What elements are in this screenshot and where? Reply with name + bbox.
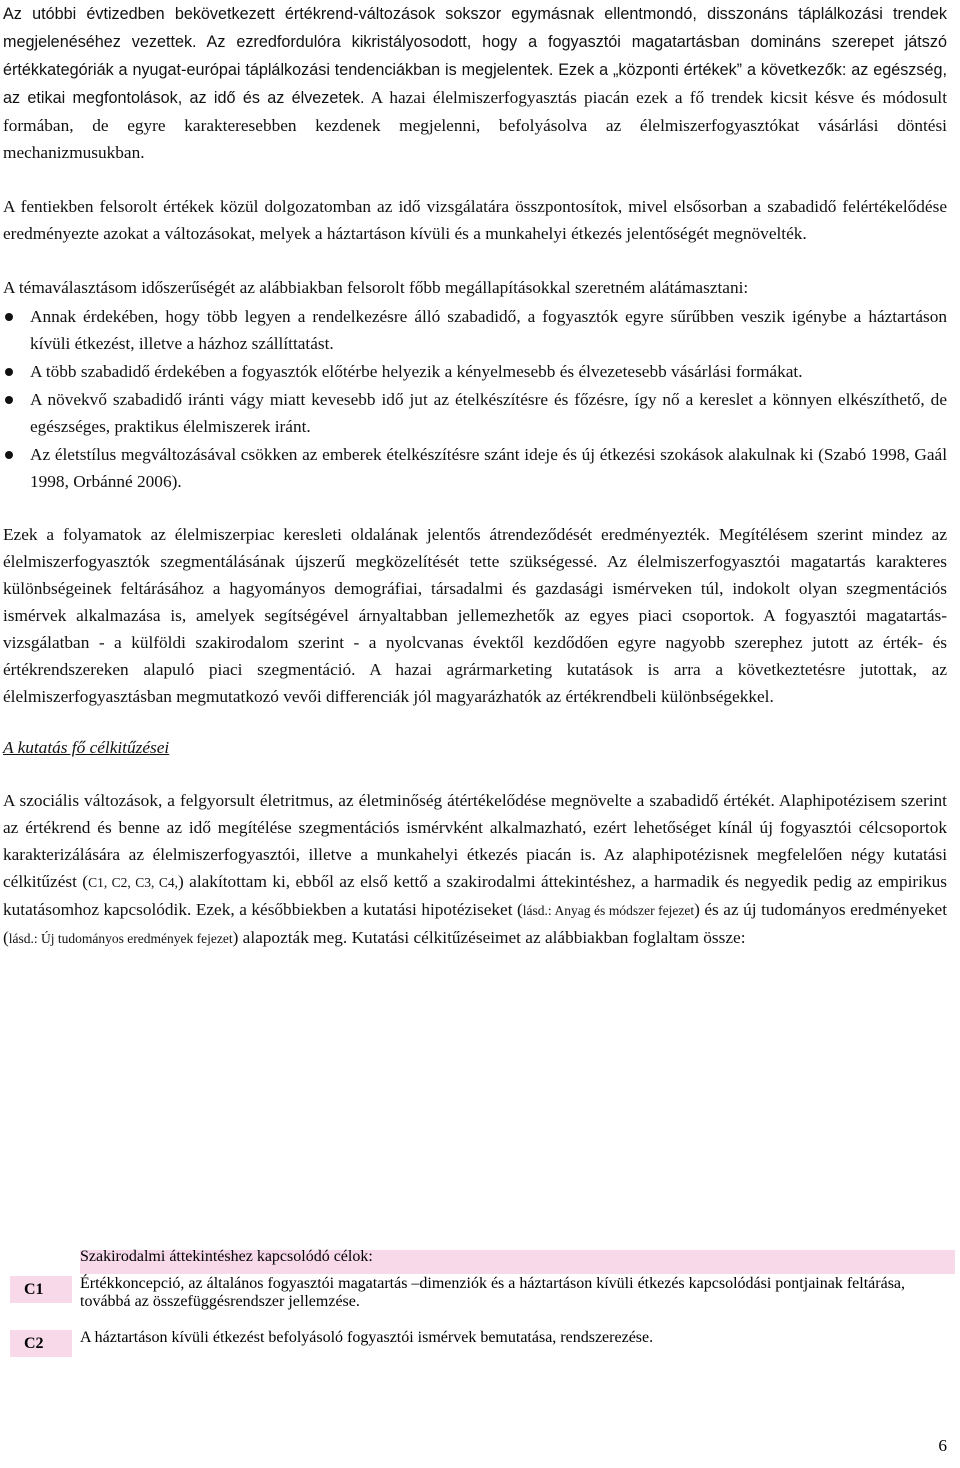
goals-section-title: Szakirodalmi áttekintéshez kapcsolódó célok: <box>80 1248 373 1265</box>
goal-text-c1: Értékkoncepció, az általános fogyasztói magatartás –dimenziók és a háztartáson kívüli étkezés kapcsolódási pontjainak feltárása, továbbá az összefüggésrendszer jellemzése. <box>80 1275 906 1310</box>
list-item-text: Az életstílus megváltozásával csökken az emberek ételkészítésre szánt ideje és új étkezési szokások alakulnak ki (Szabó 1998, Gaál 1998, Orbánné 2006). <box>30 445 947 491</box>
objectives-text-a: A szociális változások, a felgyorsult életritmus, az életminőség átértékelődése megnövelte a szabadidő értékét. Alaphipotézisem szerint az értékrend és benne az idő megítélése szegmentációs ismérvként alkalmazható, ezért lehetőséget kínál új fogyasztói célcsoportok karakterizálására az élelmiszerfogyasztói, illetve a munkahelyi étkezés piacán is. Az alaphipotézisnek megfelelően négy kutatási célkitűzést ( <box>3 791 947 891</box>
list-item <box>3 386 947 440</box>
paragraph-intro <box>3 0 947 166</box>
paragraph-topic: A témaválasztásom időszerűségét az alábbiakban felsorolt főbb megállapításokkal szeretném alátámasztani: <box>3 278 749 297</box>
bullet-icon <box>5 451 13 459</box>
list-item <box>3 441 947 495</box>
bullet-icon <box>5 313 13 321</box>
document-page <box>3 0 947 952</box>
list-item <box>3 358 947 385</box>
bullet-icon <box>5 368 13 376</box>
paragraph-objectives <box>3 787 947 952</box>
paragraph-time-focus: A fentiekben felsorolt értékek közül dolgozatomban az idő vizsgálatára összpontosítok, mivel elsősorban a szabadidő felértékelődése eredményezte azokat a változásokat, melyek a háztartáson kívüli és a munkahelyi étkezés jelentőségét megnövelték. <box>3 197 947 243</box>
objectives-codes: C1, C2, C3, C4, <box>88 875 178 890</box>
bullet-list <box>3 303 947 495</box>
objectives-ref-method: lásd.: Anyag és módszer fejezet <box>522 903 695 918</box>
goal-text-c2: A háztartáson kívüli étkezést befolyásoló fogyasztói ismérvek bemutatása, rendszerezése. <box>80 1329 654 1346</box>
paragraph-intro-sans: Az utóbbi évtizedben bekövetkezett értékrend-változások sokszor egymásnak ellentmondó, disszonáns táplálkozási trendek megjelenéséhez vezettek. Az ezredfordulóra kikristályosodott, hogy a fogyasztói magatartásban domináns szerepet játszó értékkategóriák a nyugat-európai táplálkozási tendenciákban is megjelentek. Ezek a „központi értékek” a következők: az egészség, az etikai megfontolások, az idő és az élvezetek. <box>3 5 947 107</box>
goal-code-c2: C2 <box>10 1330 72 1357</box>
goal-code-c1: C1 <box>10 1276 72 1303</box>
objectives-text-b: ) alakítottam ki, ebből az első kettő a szakirodalmi áttekintéshez, a harmadik és negyedik pedig az empirikus kutatásomhoz kapcsolódik. Ezek, a későbbiekben a kutatási hipotéziseket ( <box>3 872 947 919</box>
list-item <box>3 303 947 357</box>
bullet-icon <box>5 396 13 404</box>
list-item-text: A több szabadidő érdekében a fogyasztók előtérbe helyezik a kényelmesebb és élvezetesebb vásárlási formákat. <box>30 362 803 381</box>
page-number: 6 <box>938 1436 947 1455</box>
list-item-text: A növekvő szabadidő iránti vágy miatt kevesebb idő jut az ételkészítésre és főzésre, így nő a kereslet a könnyen elkészíthető, de egészséges, praktikus élelmiszerek iránt. <box>30 390 947 436</box>
section-heading: A kutatás fő célkitűzései <box>3 738 170 757</box>
objectives-text-c: ) és az új tudományos eredményeket ( <box>3 900 947 947</box>
objectives-ref-results: lásd.: Új tudományos eredmények fejezet <box>8 931 233 946</box>
paragraph-intro-serif: A hazai élelmiszerfogyasztás piacán ezek a fő trendek kicsit késve és módosult formában, de egyre karakteresebben kezdenek megjelenni, befolyásolva az élelmiszerfogyasztókat vásárlási döntési mechanizmusukban. <box>3 88 948 162</box>
list-item-text: Annak érdekében, hogy több legyen a rendelkezésre álló szabadidő, a fogyasztók egyre sűrűbben veszik igénybe a háztartáson kívüli étkezést, illetve a házhoz szállíttatást. <box>30 307 947 353</box>
objectives-text-d: ) alapozták meg. Kutatási célkitűzéseimet az alábbiakban foglaltam össze: <box>232 928 746 947</box>
paragraph-segmentation: Ezek a folyamatok az élelmiszerpiac keresleti oldalának jelentős átrendeződését eredményezték. Megítélésem szerint mindez az élelmiszerfogyasztók szegmentálásának újszerű megközelítését tette szükségessé. Az élelmiszerfogyasztói magatartás karakteres különbségeinek feltárásához a hagyományos demográfiai, társadalmi és gazdasági ismérveken túl, indokolt olyan szegmentációs ismérvek alkalmazása is, amelyek segítségével árnyaltabban jellemezhetők az egyes piaci csoportok. A fogyasztói magatartás-vizsgálatban - a külföldi szakirodalom szerint - a nyolcvanas évektől kezdődően egyre nagyobb szerephez jutott az érték- és értékrendszereken alapuló piaci szegmentáció. A hazai agrármarketing kutatások is arra a következtetésre jutottak, az élelmiszerfogyasztásban megmutatkozó vevői differenciák jól magyarázhatók az értékrendbeli különbségekkel. <box>3 525 947 706</box>
